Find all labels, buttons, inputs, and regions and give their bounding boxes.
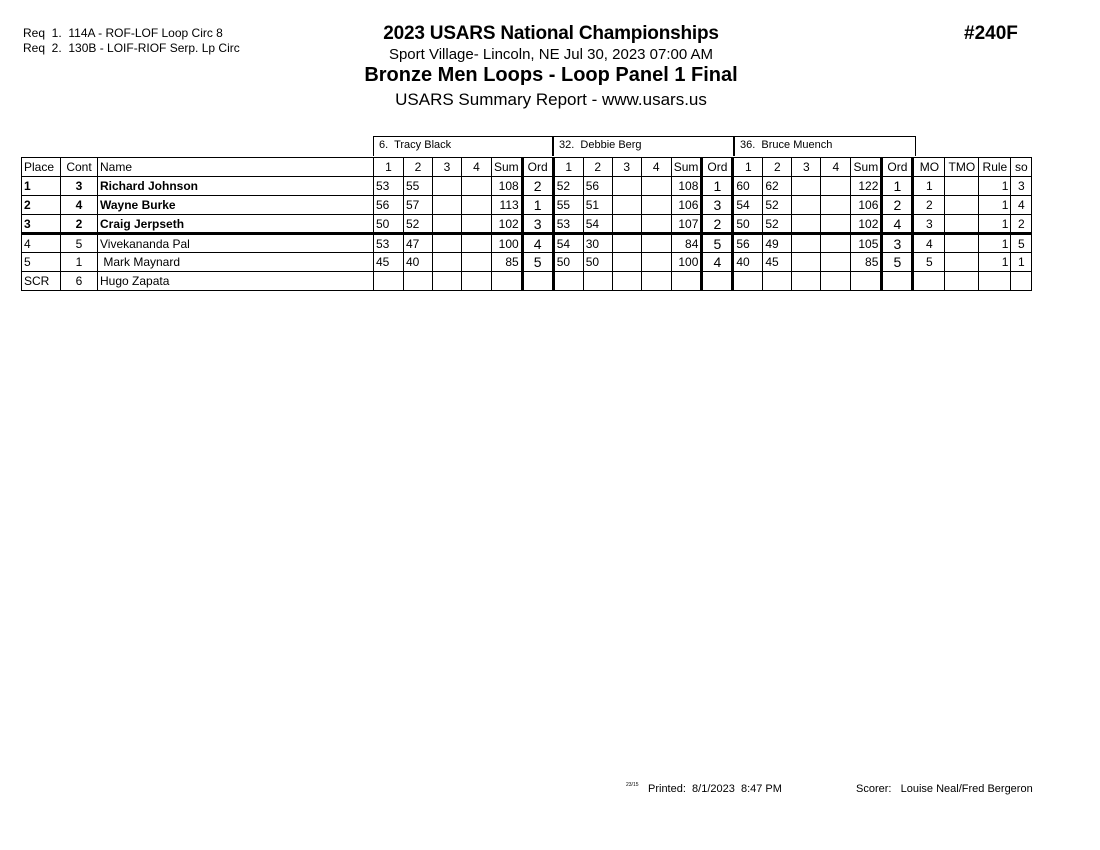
judge2-s2-cell: 56 [583,177,612,196]
col-header-judge1-4: 4 [462,158,492,177]
col-header-judge3-2: 2 [763,158,792,177]
judge1-s2-cell: 55 [404,177,433,196]
judge3-s4-cell [821,272,851,291]
place-cell: 4 [22,234,61,253]
judge2-sum-cell: 84 [671,234,702,253]
judge3-sum-cell: 105 [851,234,882,253]
col-header-judge1-1: 1 [374,158,404,177]
so-cell: 1 [1011,253,1032,272]
judge2-ord-cell: 4 [702,253,733,272]
col-header-judge2-4: 4 [641,158,671,177]
judge3-s3-cell [792,196,821,215]
judge3-s1-cell: 40 [733,253,763,272]
col-header-judge3-sum: Sum [851,158,882,177]
judge3-s1-cell [733,272,763,291]
judge2-s4-cell [641,272,671,291]
judge2-sum-cell [671,272,702,291]
tmo-cell [945,215,979,234]
col-header-judge1-3: 3 [433,158,462,177]
col-header-judge2-1: 1 [553,158,583,177]
judge3-s1-cell: 50 [733,215,763,234]
name-cell: Mark Maynard [98,253,374,272]
judge2-s4-cell [641,253,671,272]
rule-cell [979,272,1011,291]
mo-cell: 1 [913,177,945,196]
cont-cell: 2 [61,215,98,234]
judge1-s1-cell: 56 [374,196,404,215]
tmo-cell [945,177,979,196]
judge2-s4-cell [641,196,671,215]
col-header-mo: MO [913,158,945,177]
judge2-s3-cell [612,196,641,215]
judge2-s1-cell: 55 [553,196,583,215]
name-cell: Vivekananda Pal [98,234,374,253]
place-cell: SCR [22,272,61,291]
col-header-tmo: TMO [945,158,979,177]
cont-cell: 1 [61,253,98,272]
judge2-s1-cell: 53 [553,215,583,234]
judge3-s4-cell [821,177,851,196]
judge1-s3-cell [433,196,462,215]
col-header-judge2-ord: Ord [702,158,733,177]
rule-cell: 1 [979,196,1011,215]
judge1-sum-cell: 102 [492,215,523,234]
judge3-s3-cell [792,215,821,234]
judge1-sum-cell: 100 [492,234,523,253]
tmo-cell [945,196,979,215]
judge1-s1-cell: 45 [374,253,404,272]
place-cell: 1 [22,177,61,196]
col-header-so: so [1011,158,1032,177]
table-row [22,196,1032,215]
col-header-judge3-4: 4 [821,158,851,177]
col-header-judge1-2: 2 [404,158,433,177]
judge3-sum-cell: 122 [851,177,882,196]
judge3-ord-cell: 4 [882,215,913,234]
judge3-s2-cell: 45 [763,253,792,272]
rule-cell: 1 [979,234,1011,253]
judge3-sum-cell: 85 [851,253,882,272]
event-number: #240F [964,23,1018,44]
judge1-s2-cell [404,272,433,291]
judge3-sum-cell [851,272,882,291]
judge2-s1-cell: 52 [553,177,583,196]
scorer-names: Scorer: Louise Neal/Fred Bergeron [856,783,1033,795]
judge2-s3-cell [612,234,641,253]
venue-date: Sport Village- Lincoln, NE Jul 30, 2023 07:00 AM [388,46,714,63]
requirement-1: Req 1. 114A - ROF-LOF Loop Circ 8 [23,26,223,40]
judge3-s2-cell: 49 [763,234,792,253]
judge2-s3-cell [612,215,641,234]
judge1-sum-cell: 108 [492,177,523,196]
so-cell: 4 [1011,196,1032,215]
judge2-s1-cell: 50 [553,253,583,272]
judge2-s4-cell [641,234,671,253]
judge1-ord-cell: 1 [522,196,553,215]
requirement-2: Req 2. 130B - LOIF-RIOF Serp. Lp Circ [23,41,240,55]
judge1-s2-cell: 40 [404,253,433,272]
col-header-name: Name [98,158,374,177]
judge3-ord-cell: 3 [882,234,913,253]
mo-cell: 5 [913,253,945,272]
judge1-s4-cell [462,272,492,291]
judge1-ord-cell: 3 [522,215,553,234]
judge2-s1-cell [553,272,583,291]
judge1-ord-cell: 5 [522,253,553,272]
judge-header-3: 36. Bruce Muench [734,136,916,156]
cont-cell: 3 [61,177,98,196]
judge2-s3-cell [612,177,641,196]
judge1-s3-cell [433,177,462,196]
judge2-s2-cell: 30 [583,234,612,253]
table-row [22,272,1032,291]
cont-cell: 5 [61,234,98,253]
col-header-judge1-sum: Sum [492,158,523,177]
judge3-s3-cell [792,253,821,272]
name-cell: Wayne Burke [98,196,374,215]
so-cell: 3 [1011,177,1032,196]
table-row [22,253,1032,272]
judge1-s2-cell: 47 [404,234,433,253]
place-cell: 3 [22,215,61,234]
judge2-s2-cell: 54 [583,215,612,234]
col-header-judge1-ord: Ord [522,158,553,177]
so-cell [1011,272,1032,291]
event-title: Bronze Men Loops - Loop Panel 1 Final [364,64,738,86]
judge2-s3-cell [612,253,641,272]
judge1-s1-cell: 53 [374,234,404,253]
judge3-s2-cell: 62 [763,177,792,196]
judge2-sum-cell: 108 [671,177,702,196]
judge-header-2: 32. Debbie Berg [553,136,734,156]
judge2-s3-cell [612,272,641,291]
tmo-cell [945,234,979,253]
judge1-s3-cell [433,234,462,253]
cont-cell: 4 [61,196,98,215]
judge1-s4-cell [462,177,492,196]
table-row [22,234,1032,253]
name-cell: Craig Jerpseth [98,215,374,234]
judge3-s3-cell [792,177,821,196]
col-header-rule: Rule [979,158,1011,177]
judge3-s4-cell [821,215,851,234]
judge1-s2-cell: 57 [404,196,433,215]
judge3-s2-cell [763,272,792,291]
judge2-s2-cell [583,272,612,291]
judge1-s4-cell [462,253,492,272]
judge2-sum-cell: 100 [671,253,702,272]
place-cell: 5 [22,253,61,272]
judge1-s1-cell: 50 [374,215,404,234]
judge2-ord-cell: 1 [702,177,733,196]
footer-code: 23/15 [626,782,639,788]
col-header-judge2-sum: Sum [671,158,702,177]
judge1-s1-cell [374,272,404,291]
column-header-row [22,158,1032,177]
so-cell: 2 [1011,215,1032,234]
judge1-sum-cell: 113 [492,196,523,215]
judge3-ord-cell: 5 [882,253,913,272]
judge2-s4-cell [641,177,671,196]
judge3-ord-cell [882,272,913,291]
judge3-s2-cell: 52 [763,215,792,234]
rule-cell: 1 [979,215,1011,234]
judge3-s2-cell: 52 [763,196,792,215]
judge3-s1-cell: 56 [733,234,763,253]
report-title: USARS Summary Report - www.usars.us [395,90,707,109]
judge1-s1-cell: 53 [374,177,404,196]
judge2-ord-cell: 5 [702,234,733,253]
judge1-s4-cell [462,215,492,234]
rule-cell: 1 [979,253,1011,272]
tmo-cell [945,272,979,291]
judge2-s4-cell [641,215,671,234]
judge2-ord-cell: 3 [702,196,733,215]
judge1-s2-cell: 52 [404,215,433,234]
mo-cell: 4 [913,234,945,253]
judge3-s4-cell [821,196,851,215]
judge1-ord-cell: 4 [522,234,553,253]
judge1-s3-cell [433,272,462,291]
judge3-s4-cell [821,253,851,272]
judge1-s4-cell [462,196,492,215]
place-cell: 2 [22,196,61,215]
name-cell: Richard Johnson [98,177,374,196]
competition-title: 2023 USARS National Championships [383,23,719,44]
results-table [21,157,1032,291]
printed-timestamp: Printed: 8/1/2023 8:47 PM [648,783,782,795]
table-row [22,177,1032,196]
col-header-judge3-ord: Ord [882,158,913,177]
judge2-s2-cell: 51 [583,196,612,215]
judge3-ord-cell: 2 [882,196,913,215]
judge1-s4-cell [462,234,492,253]
judge3-s4-cell [821,234,851,253]
col-header-cont: Cont [61,158,98,177]
mo-cell: 2 [913,196,945,215]
judge1-ord-cell [522,272,553,291]
rule-cell: 1 [979,177,1011,196]
judge3-s1-cell: 54 [733,196,763,215]
judge3-sum-cell: 106 [851,196,882,215]
col-header-place: Place [22,158,61,177]
name-cell: Hugo Zapata [98,272,374,291]
tmo-cell [945,253,979,272]
judge1-s3-cell [433,253,462,272]
judge3-ord-cell: 1 [882,177,913,196]
mo-cell: 3 [913,215,945,234]
judge3-s3-cell [792,234,821,253]
judge1-sum-cell [492,272,523,291]
so-cell: 5 [1011,234,1032,253]
mo-cell [913,272,945,291]
judge2-ord-cell [702,272,733,291]
col-header-judge3-1: 1 [733,158,763,177]
judge1-ord-cell: 2 [522,177,553,196]
judge3-sum-cell: 102 [851,215,882,234]
judge-header-1: 6. Tracy Black [373,136,553,156]
cont-cell: 6 [61,272,98,291]
judge2-s1-cell: 54 [553,234,583,253]
table-row [22,215,1032,234]
judge3-s1-cell: 60 [733,177,763,196]
judge2-ord-cell: 2 [702,215,733,234]
judge2-sum-cell: 106 [671,196,702,215]
col-header-judge3-3: 3 [792,158,821,177]
col-header-judge2-2: 2 [583,158,612,177]
judge1-s3-cell [433,215,462,234]
judge2-s2-cell: 50 [583,253,612,272]
judge1-sum-cell: 85 [492,253,523,272]
col-header-judge2-3: 3 [612,158,641,177]
judge3-s3-cell [792,272,821,291]
judge2-sum-cell: 107 [671,215,702,234]
